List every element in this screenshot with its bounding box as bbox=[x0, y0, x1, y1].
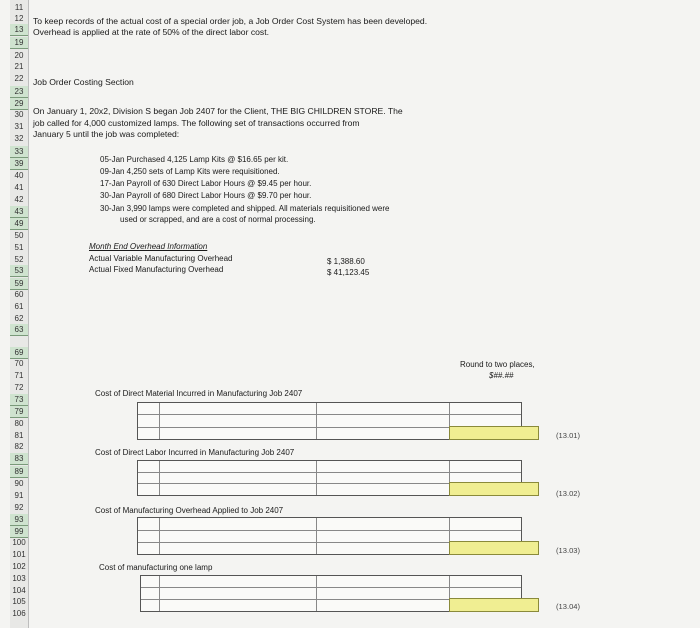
row-number: 93 bbox=[10, 514, 28, 526]
row-number: 62 bbox=[14, 314, 24, 323]
row-number: 89 bbox=[10, 466, 28, 478]
transaction-5-continued: used or scrapped, and are a cost of normal processing. bbox=[120, 215, 316, 224]
row-number: 79 bbox=[10, 406, 28, 418]
row-number: 105 bbox=[12, 597, 26, 606]
row-number: 20 bbox=[14, 51, 24, 60]
row-number: 52 bbox=[14, 255, 24, 264]
section-title: Job Order Costing Section bbox=[33, 77, 134, 87]
question-2-label: Cost of Direct Labor Incurred in Manufacturing Job 2407 bbox=[95, 448, 295, 457]
transaction-3: 17-Jan Payroll of 630 Direct Labor Hours @ $9.45 per hour. bbox=[100, 179, 312, 188]
row-number: 91 bbox=[14, 491, 24, 500]
row-number: 11 bbox=[14, 3, 24, 12]
round-note-line-2: $##.## bbox=[489, 371, 514, 380]
answer-field-1[interactable] bbox=[449, 426, 539, 440]
row-number: 69 bbox=[10, 347, 28, 359]
row-number: 100 bbox=[12, 538, 26, 547]
row-number: 70 bbox=[14, 359, 24, 368]
row-number: 40 bbox=[14, 171, 24, 180]
row-number: 71 bbox=[14, 371, 24, 380]
row-number: 29 bbox=[10, 98, 28, 110]
question-2-tag: (13.02) bbox=[556, 489, 581, 498]
question-3-tag: (13.03) bbox=[556, 546, 581, 555]
row-number: 60 bbox=[14, 290, 24, 299]
answer-field-2[interactable] bbox=[449, 482, 539, 496]
row-number: 23 bbox=[10, 86, 28, 98]
row-number: 92 bbox=[14, 503, 24, 512]
row-number: 30 bbox=[14, 110, 24, 119]
row-number: 73 bbox=[10, 394, 28, 406]
row-number: 43 bbox=[10, 206, 28, 218]
transaction-2: 09-Jan 4,250 sets of Lamp Kits were requisitioned. bbox=[100, 167, 280, 176]
overhead-heading: Month End Overhead Information bbox=[89, 242, 208, 251]
question-3-label: Cost of Manufacturing Overhead Applied to Job 2407 bbox=[95, 506, 284, 515]
transaction-1: 05-Jan Purchased 4,125 Lamp Kits @ $16.65 per kit. bbox=[100, 155, 289, 164]
row-number-column bbox=[10, 0, 29, 628]
row-number: 19 bbox=[10, 37, 28, 49]
row-number: 83 bbox=[10, 453, 28, 465]
row-number: 72 bbox=[14, 383, 24, 392]
row-number: 63 bbox=[10, 324, 28, 336]
scenario-line-2: job called for 4,000 customized lamps. The following set of transactions occurred from bbox=[33, 118, 360, 128]
fixed-overhead-value: $ 41,123.45 bbox=[327, 268, 370, 277]
question-4-tag: (13.04) bbox=[556, 602, 581, 611]
question-1-tag: (13.01) bbox=[556, 431, 581, 440]
intro-line-1: To keep records of the actual cost of a special order job, a Job Order Cost System has been developed. bbox=[33, 16, 428, 26]
transaction-4: 30-Jan Payroll of 680 Direct Labor Hours @ $9.70 per hour. bbox=[100, 191, 312, 200]
row-number: 90 bbox=[14, 479, 24, 488]
question-4-label: Cost of manufacturing one lamp bbox=[99, 563, 213, 572]
row-number: 106 bbox=[12, 609, 26, 618]
transaction-5: 30-Jan 3,990 lamps were completed and shipped. All materials requisitioned were bbox=[100, 204, 390, 213]
variable-overhead-value: $ 1,388.60 bbox=[327, 257, 365, 266]
round-note-line-1: Round to two places, bbox=[460, 360, 535, 369]
row-number: 53 bbox=[10, 265, 28, 277]
row-number: 61 bbox=[14, 302, 24, 311]
scenario-line-3: January 5 until the job was completed: bbox=[33, 129, 180, 139]
question-1-label: Cost of Direct Material Incurred in Manufacturing Job 2407 bbox=[95, 389, 303, 398]
row-number: 102 bbox=[12, 562, 26, 571]
row-number: 31 bbox=[14, 122, 24, 131]
fixed-overhead-label: Actual Fixed Manufacturing Overhead bbox=[89, 265, 224, 274]
row-number: 50 bbox=[14, 231, 24, 240]
row-number: 12 bbox=[14, 14, 24, 23]
row-number: 81 bbox=[14, 431, 24, 440]
row-number: 13 bbox=[10, 24, 28, 36]
scenario-line-1: On January 1, 20x2, Division S began Job 2407 for the Client, THE BIG CHILDREN STORE. The bbox=[33, 106, 403, 116]
row-number: 103 bbox=[12, 574, 26, 583]
row-number: 101 bbox=[12, 550, 26, 559]
row-number: 51 bbox=[14, 243, 24, 252]
row-number: 39 bbox=[10, 158, 28, 170]
variable-overhead-label: Actual Variable Manufacturing Overhead bbox=[89, 254, 233, 263]
row-number: 80 bbox=[14, 419, 24, 428]
row-number: 33 bbox=[10, 146, 28, 158]
row-number: 49 bbox=[10, 218, 28, 230]
row-number: 104 bbox=[12, 586, 26, 595]
row-number: 42 bbox=[14, 195, 24, 204]
answer-field-4[interactable] bbox=[449, 598, 539, 612]
row-number: 41 bbox=[14, 183, 24, 192]
row-number: 82 bbox=[14, 442, 24, 451]
row-number: 99 bbox=[10, 526, 28, 538]
answer-field-3[interactable] bbox=[449, 541, 539, 555]
row-number: 32 bbox=[14, 134, 24, 143]
intro-line-2: Overhead is applied at the rate of 50% of the direct labor cost. bbox=[33, 27, 269, 37]
row-number: 22 bbox=[14, 74, 24, 83]
row-number: 21 bbox=[14, 62, 24, 71]
row-number: 59 bbox=[10, 278, 28, 290]
